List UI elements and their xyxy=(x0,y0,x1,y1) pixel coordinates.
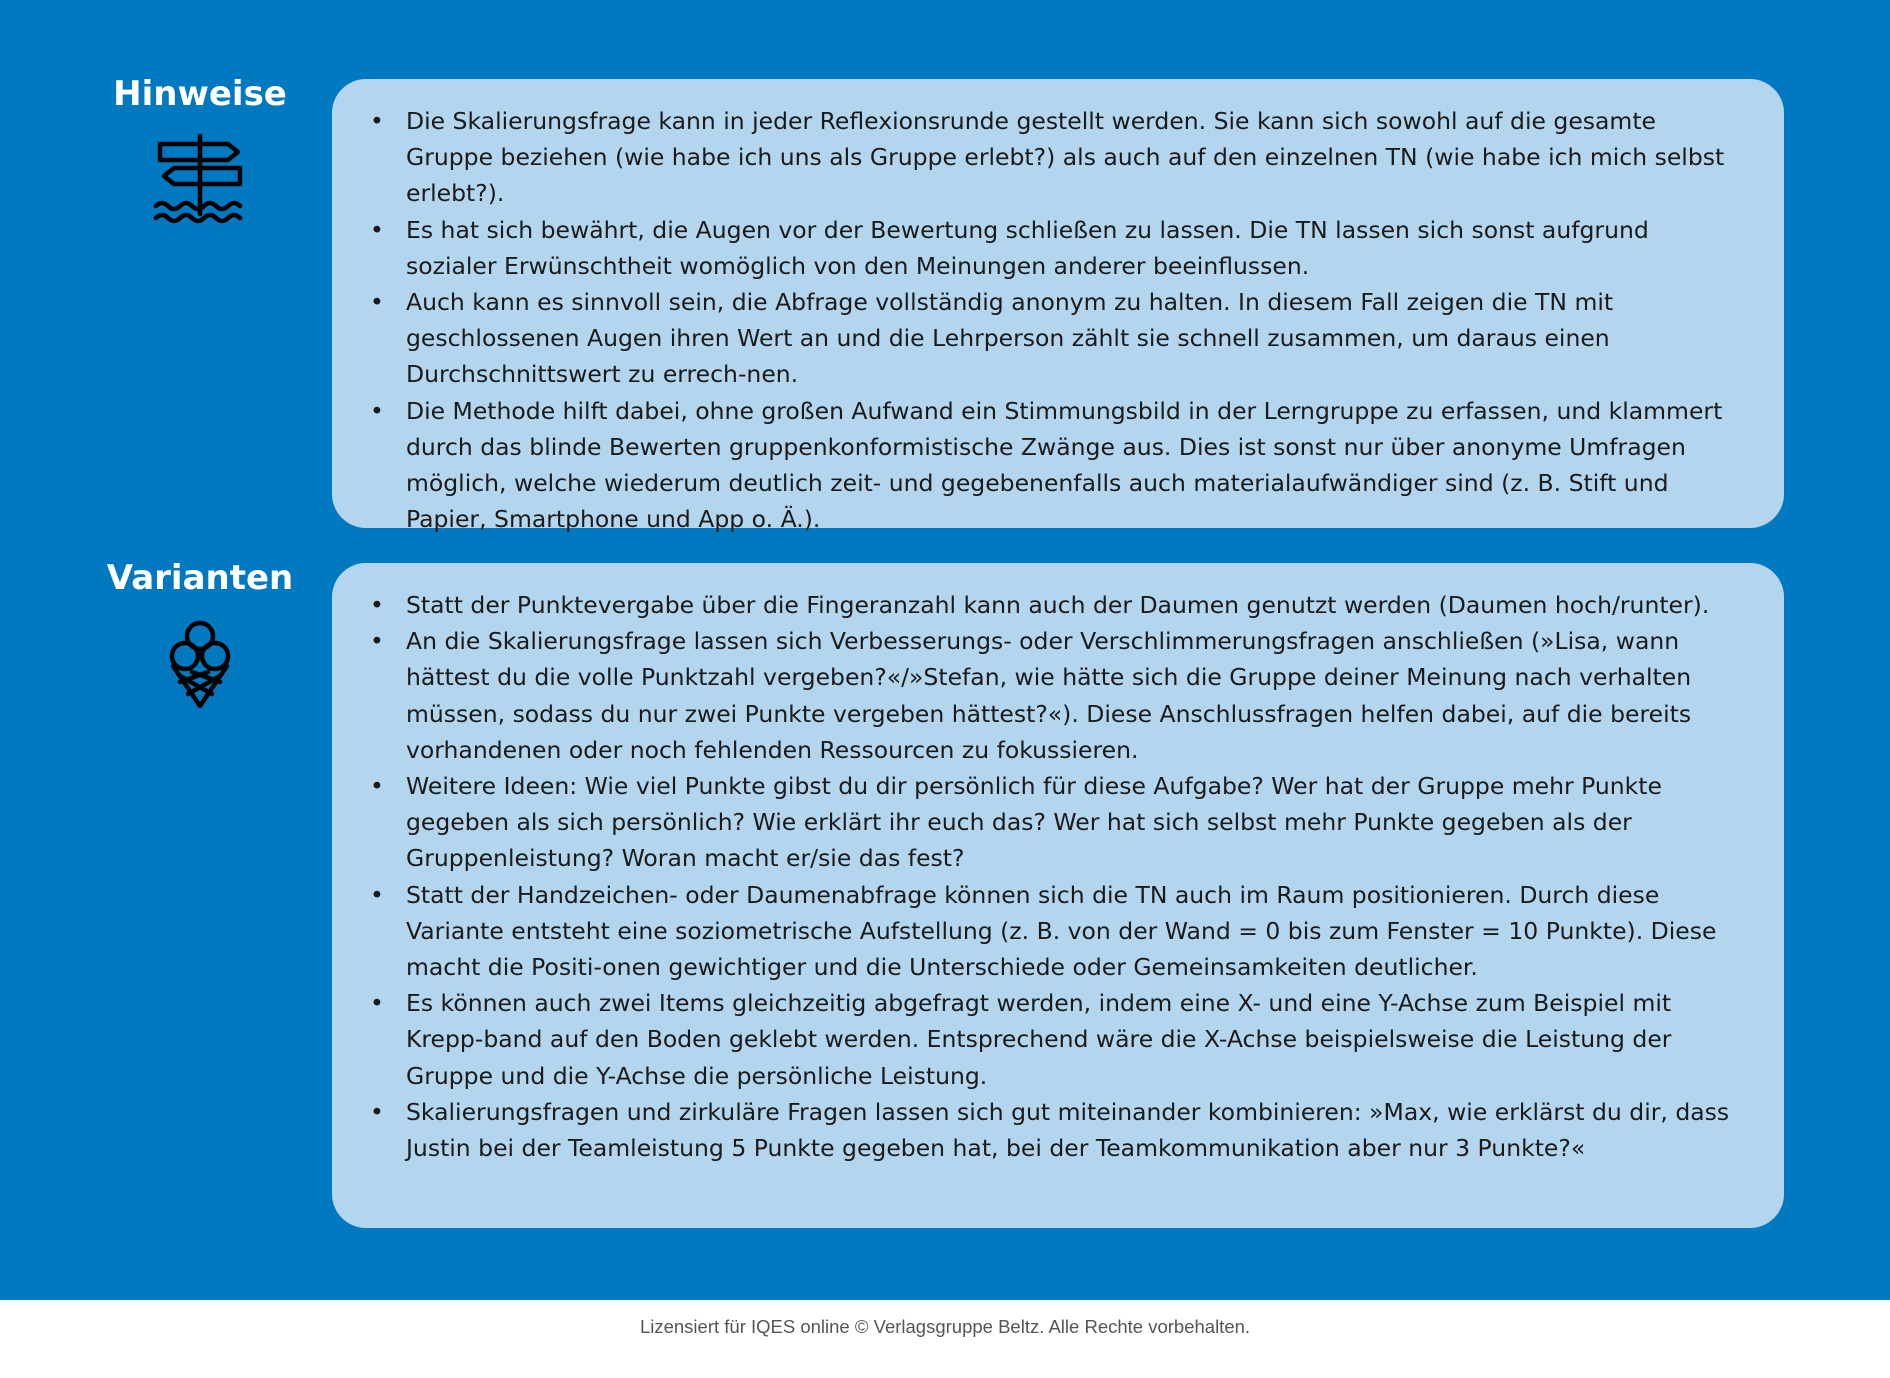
bullet: • xyxy=(370,880,384,909)
varianten-card xyxy=(332,563,1784,1228)
list-item-text: An die Skalierungsfrage lassen sich Verbesserungs- oder Verschlimmerungsfragen anschließen (»Lisa, wann hättest du die volle Punktzahl vergeben?«/»Stefan, wie hätte sich die Gruppe deiner Meinung nach verhalten müssen, sodass du nur zwei Punkte vergeben hättest?«). Diese Anschlussfragen helfen dabei, auf die bereits vorhandenen oder noch fehlenden Ressourcen zu fokussieren. xyxy=(406,627,1692,764)
list-item xyxy=(370,212,1746,284)
list-item-text: Statt der Punktevergabe über die Fingeranzahl kann auch der Daumen genutzt werden (Daumen hoch/runter). xyxy=(406,591,1710,619)
bullet: • xyxy=(370,772,384,801)
bullet: • xyxy=(370,107,384,135)
bullet: • xyxy=(370,989,384,1018)
list-item xyxy=(370,768,1746,877)
list-item xyxy=(370,985,1746,1094)
bullet: • xyxy=(370,627,384,656)
list-item xyxy=(370,393,1746,538)
list-item xyxy=(370,587,1746,623)
list-item-text: Es können auch zwei Items gleichzeitig abgefragt werden, indem eine X- und eine Y-Achse zum Beispiel mit Krepp-band auf den Boden geklebt werden. Entsprechend wäre die X-Achse beispielsweise die Leistung der Gruppe und die Y-Achse die persönliche Leistung. xyxy=(406,989,1672,1090)
bullet: • xyxy=(370,1097,384,1126)
bullet: • xyxy=(370,591,384,619)
hinweise-list xyxy=(370,103,1746,537)
license-footer: Lizensiert für IQES online © Verlagsgruppe Beltz. Alle Rechte vorbehalten. xyxy=(639,1316,1251,1337)
list-item xyxy=(370,1094,1746,1166)
bullet: • xyxy=(370,215,384,244)
section-title-varianten: Varianten xyxy=(106,558,294,598)
list-item xyxy=(370,877,1746,986)
bullet: • xyxy=(370,288,384,317)
hinweise-card xyxy=(332,79,1784,534)
list-item-text: Die Methode hilft dabei, ohne großen Aufwand ein Stimmungsbild in der Lerngruppe zu erfassen, und klammert durch das blinde Bewerten gruppenkonformistische Zwänge aus. Dies ist sonst nur über anonyme Umfragen möglich, welche wiederum deutlich zeit- und gegebenenfalls auch materialaufwändiger sind (z. B. Stift und Papier, Smartphone und App o. Ä.). xyxy=(406,396,1723,534)
section-title-hinweise: Hinweise xyxy=(113,74,287,114)
varianten-list xyxy=(370,587,1746,1166)
list-item-text: Es hat sich bewährt, die Augen vor der Bewertung schließen zu lassen. Die TN lassen sich sonst aufgrund sozialer Erwünschtheit womöglich von den Meinungen anderer beeinflussen. xyxy=(406,215,1649,280)
list-item-text: Statt der Handzeichen- oder Daumenabfrage können sich die TN auch im Raum positionieren. Durch diese Variante entsteht eine soziometrische Aufstellung (z. B. von der Wand = 0 bis zum Fenster = 10 Punkte). Diese macht die Positi-onen gewichtiger und die Unterschiede oder Gemeinsamkeiten deutlicher. xyxy=(406,880,1717,982)
list-item-text: Auch kann es sinnvoll sein, die Abfrage vollständig anonym zu halten. In diesem Fall zeigen die TN mit geschlossenen Augen ihren Wert an und die Lehrperson zählt sie schnell zusammen, um daraus einen Durchschnittswert zu errech-nen. xyxy=(406,288,1614,389)
list-item-text: Die Skalierungsfrage kann in jeder Reflexionsrunde gestellt werden. Sie kann sich sowohl auf die gesamte Gruppe beziehen (wie habe ich uns als Gruppe erlebt?) als auch auf den einzelnen TN (wie habe ich mich selbst erlebt?). xyxy=(406,107,1725,208)
bullet: • xyxy=(370,396,384,425)
list-item xyxy=(370,284,1746,393)
list-item xyxy=(370,623,1746,768)
list-item-text: Skalierungsfragen und zirkuläre Fragen lassen sich gut miteinander kombinieren: »Max, wie erklärst du dir, dass Justin bei der Teamleistung 5 Punkte gegeben hat, bei der Teamkommunikation aber nur 3 Punkte?« xyxy=(406,1097,1730,1163)
ice-cream-icon xyxy=(150,616,250,716)
list-item xyxy=(370,103,1746,212)
signpost-icon xyxy=(150,130,250,230)
list-item-text: Weitere Ideen: Wie viel Punkte gibst du dir persönlich für diese Aufgabe? Wer hat der Gruppe mehr Punkte gegeben als sich persönlich? Wie erklärt ihr euch das? Wer hat sich selbst mehr Punkte gegeben als der Gruppenleistung? Woran macht er/sie das fest? xyxy=(406,772,1662,873)
